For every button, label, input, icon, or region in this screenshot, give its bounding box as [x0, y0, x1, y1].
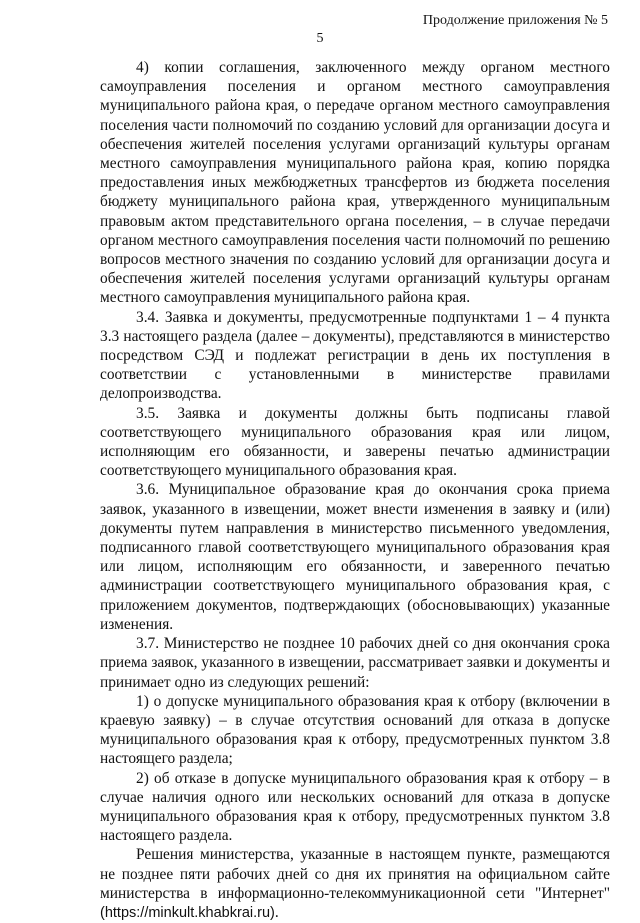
- publication-text: Решения министерства, указанные в настоящем пункте, размещаются не позднее пяти рабочих дней со дня их принятия на официальном сайте министерства в информационно-телекоммуникационной сети "Интернет": [100, 846, 610, 902]
- document-body: [100, 58, 610, 923]
- paragraph-3-7: 3.7. Министерство не позднее 10 рабочих дней со дня окончания срока приема заявок, указанного в извещении, рассматривает заявки и документы и принимает одно из следующих решений:: [100, 635, 610, 691]
- paragraph-3-4: 3.4. Заявка и документы, предусмотренные подпунктами 1 – 4 пункта 3.3 настоящего раздела (далее – документы), представляются в министерство посредством СЭД и подлежат регистрации в день их поступления в соответствии с установленными в министерстве правилами делопроизводства.: [100, 308, 610, 403]
- paragraph-publication: [100, 845, 610, 923]
- paragraph-item-4: 4) копии соглашения, заключенного между органом местного самоуправления поселения и органом местного самоуправления муниципального района края, о передаче органом местного самоуправления поселения части полномочий по созданию условий для организации досуга и обеспечения жителей поселения услугами организаций культуры органам местного самоуправления муниципального района края, копию порядка предоставления иных межбюджетных трансфертов из бюджета поселения бюджету муниципального района края, утвержденного муниципальным правовым актом представительного органа поселения, – в случае передачи органом местного самоуправления поселения части полномочий по решению вопросов местного значения по созданию условий для организации досуга и обеспечения жителей поселения услугами организаций культуры органам местного самоуправления муниципального района края.: [100, 59, 610, 307]
- paragraph-3-5: 3.5. Заявка и документы должны быть подписаны главой соответствующего муниципального образования края или лицом, исполняющим его обязанности, и заверены печатью администрации соответствующего муниципального образования края.: [100, 404, 610, 480]
- paragraph-3-7-decision-2: 2) об отказе в допуске муниципального образования края к отбору – в случае наличия одного или нескольких оснований для отказа в допуске муниципального образования края к отбору, предусмотренных пунктом 3.8 настоящего раздела.: [100, 769, 610, 845]
- publication-end: .: [274, 903, 279, 921]
- paragraph-3-6: 3.6. Муниципальное образование края до окончания срока приема заявок, указанного в извещении, может внести изменения в заявку и (или) документы путем направления в министерство письменного уведомления, подписанного главой соответствующего муниципального образования края или лицом, исполняющим его обязанности, и заверенного печатью администрации соответствующего муниципального образования края, с приложением документов, подтверждающих (обосновывающих) указанные изменения.: [100, 481, 610, 633]
- page-number: 5: [316, 31, 324, 46]
- paragraph-3-7-decision-1: 1) о допуске муниципального образования края к отбору (включении в краевую заявку) – в случае отсутствия оснований для отказа в допуске муниципального образования края к отбору, предусмотренных пунктом 3.8 настоящего раздела;: [100, 692, 610, 768]
- appendix-continuation-note: Продолжение приложения № 5: [422, 13, 608, 28]
- ministry-website-url: (https://minkult.khabkrai.ru): [100, 904, 275, 921]
